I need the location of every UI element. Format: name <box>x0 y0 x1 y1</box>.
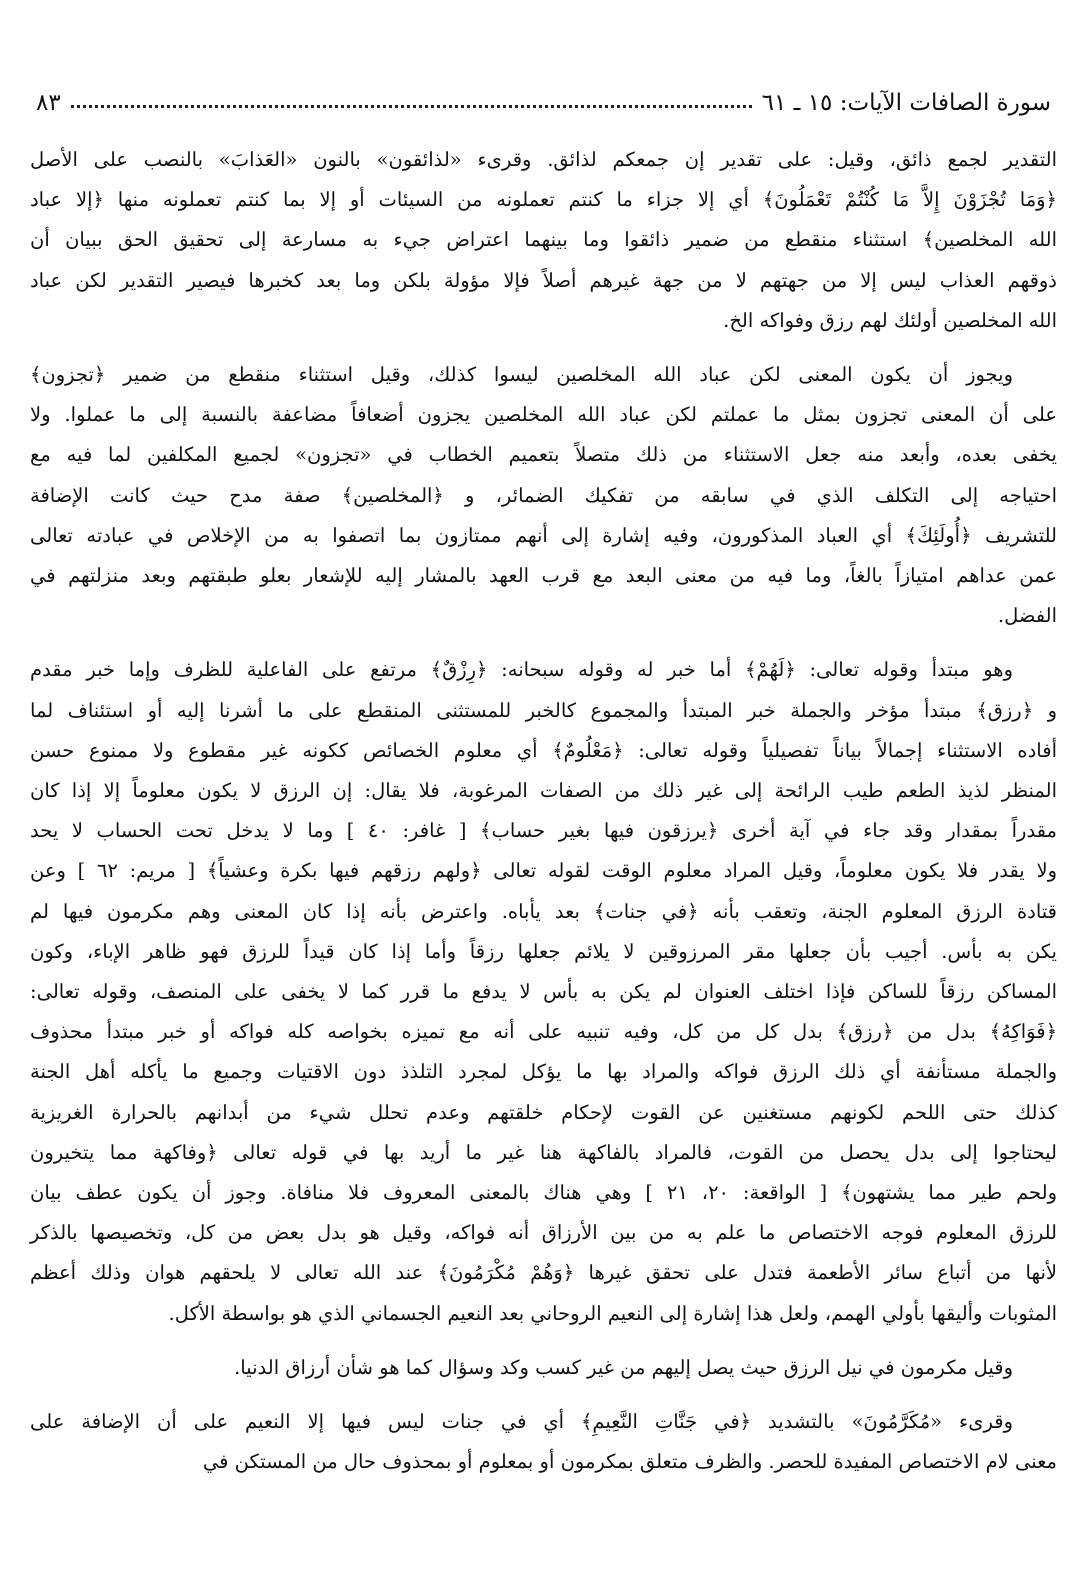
paragraph <box>30 1348 1057 1388</box>
text-line: التقدير لجمع ذائق، وقيل: على تقدير إن جمعكم لذائق. وقرىء «لذائقون» بالنون «العَذابَ» بالنصب على الأصل <box>30 148 1057 171</box>
text-line: وهو مبتدأ وقوله تعالى: ﴿لَهُمْ﴾ أما خبر له وقوله سبحانه: ﴿رِزْقٌ﴾ مرتفع على الفاعلية للظرف وإما خبر مقدم <box>30 658 1013 682</box>
text-line: وقرىء «مُكَرَّمُونَ» بالتشديد ﴿في جَنَّاتِ النَّعِيمِ﴾ أي في جنات ليس فيها إلا النعيم على أن الإضافة على <box>30 1410 1013 1434</box>
text-line: احتياجه إلى التكلف الذي في سابقه من تفكيك الضمائر، و ﴿المخلصين﴾ صفة مدح حيث كانت الإضافة <box>30 483 1057 507</box>
text-line: ذوقهم العذاب ليس إلا من جهتهم لا من جهة غيرهم أصلاً فإلا مؤولة بلكن وما بعد كخبرها فيصير التقدير لكن عباد <box>30 268 1057 292</box>
header-title: سورة الصافات الآيات: ١٥ ـ ٦١ <box>761 90 1051 116</box>
text-line: عمن عداهم امتيازاً بالغاً، وما فيه من معنى البعد مع قرب العهد بالمشار إليه للإشعار بعلو طبقتهم وبعد منزلتهم في <box>30 564 1057 588</box>
text-line: لأنها من أتباع سائر الأطعمة فتدل على تحقق غيرها ﴿وَهُمْ مُكْرَمُونَ﴾ عند الله تعالى لا يلحقهم هوان وذلك أعظم <box>30 1261 1057 1285</box>
text-line: المنظر لذيذ الطعم طيب الرائحة إلى غير ذلك من الصفات المرغوبة، فلا يقال: إن الرزق لا يكون معلوماً إلا إذا كان <box>30 779 1057 803</box>
running-header <box>30 86 1057 120</box>
dotted-leader <box>71 95 752 108</box>
text-line: الفضل. <box>997 604 1057 628</box>
body-text <box>30 140 1057 1483</box>
text-line: ﴿وَمَا تُجْزَوْنَ إِلاَّ مَا كُنْتُمْ تَعْمَلُونَ﴾ أي إلا جزاء ما كنتم تعملونه من السيئات أو إلا بما كنتم تعملونه منها ﴿إلا عباد <box>30 188 1057 212</box>
text-line: للتشريف ﴿أُولَئِكَ﴾ أي العباد المذكورون، وفيه إشارة إلى أنهم ممتازون بما اتصفوا به من الإخلاص في عبادته تعالى <box>30 523 1057 547</box>
text-line: للرزق المعلوم فوجه الاختصاص ما علم به من بين الأرزاق أنه فواكه، وقيل هو بدل بعض من كل، وتخصيصها بالذكر <box>30 1221 1057 1245</box>
text-line: والجملة مستأنفة أي ذلك الرزق فواكه والمراد بها ما يؤكل لمجرد التلذذ دون الاقتيات وجميع ما يأكله أهل الجنة <box>30 1060 1057 1084</box>
text-line: ولا يقدر فلا يكون معلوماً، وقيل المراد معلوم الوقت لقوله تعالى ﴿ولهم رزقهم فيها بكرة وعشياً﴾ [ مريم: ٦٢ ] وعن <box>30 859 1057 883</box>
text-line: قتادة الرزق المعلوم الجنة، وتعقب بأنه ﴿في جنات﴾ بعد يأباه. واعترض بأنه إذا كان المعنى وهم مكرمون فيها لم <box>30 899 1057 923</box>
text-line: و ﴿رزق﴾ مبتدأ مؤخر والجملة خبر المبتدأ والمجموع كالخبر للمستثنى المنقطع على ما أشرنا إليه أو استئناف لما <box>30 698 1057 722</box>
text-line: المثوبات وأليقها بأولي الهمم، ولعل هذا إشارة إلى النعيم الروحاني بعد النعيم الجسماني الذي هو بواسطة الأكل. <box>168 1301 1057 1325</box>
text-line: ولحم طير مما يشتهون﴾ [ الواقعة: ٢٠، ٢١ ] وهي هناك بالمعنى المعروف فلا منافاة. وجوز أن يكون عطف بيان <box>30 1181 1057 1205</box>
text-line: الله المخلصين﴾ استثناء منقطع من ضمير ذائقوا وما بينهما اعتراض جيء به مسارعة إلى تحقيق الحق ببيان أن <box>30 228 1057 252</box>
paragraph <box>30 1402 1057 1482</box>
text-line: يخفى بعده، وأبعد منه جعل الاستثناء من ذلك متصلاً بتعميم الخطاب في «تجزون» لجميع المكلفين لما فيه مع <box>30 443 1057 467</box>
text-line: مقدراً بمقدار وقد جاء في آية أخرى ﴿يرزقون فيها بغير حساب﴾ [ غافر: ٤٠ ] وما لا يدخل تحت الحساب لا يحد <box>30 819 1057 843</box>
text-line: ﴿فَوَاكِهُ﴾ بدل من ﴿رزق﴾ بدل كل من كل، وفيه تنبيه على أنه مع تميزه بخواصه كله فواكه أو خبر مبتدأ محذوف <box>30 1020 1057 1044</box>
text-line: على أن المعنى تجزون بمثل ما عملتم لكن عباد الله المخلصين يجزون أضعافاً مضاعفة بالنسبة إلى ما عملوا. ولا <box>30 403 1057 427</box>
text-line: وقيل مكرمون في نيل الرزق حيث يصل إليهم من غير كسب وكد وسؤال كما هو شأن أرزاق الدنيا. <box>234 1355 1013 1379</box>
text-line: يكن به بأس. أجيب بأن جعلها مقر المرزوقين لا يلائم جعلها رزقاً وأما إذا كان قيداً للرزق فهو ظاهر الإباء، وكون <box>30 939 1057 963</box>
text-line: كذلك حتى اللحم لكونهم مستغنين عن القوت لإحكام خلقتهم وعدم تحلل شيء من أبدانهم بالحرارة الغريزية <box>30 1100 1057 1124</box>
text-line: الله المخلصين أولئك لهم رزق وفواكه الخ. <box>723 308 1057 332</box>
text-line: ويجوز أن يكون المعنى لكن عباد الله المخلصين ليسوا كذلك، وقيل استثناء منقطع من ضمير ﴿تجزون﴾ <box>30 363 1013 387</box>
paragraph <box>30 355 1057 636</box>
page-number: ٨٣ <box>36 90 61 116</box>
text-line: ليحتاجوا إلى بدل يحصل من القوت، فالمراد بالفاكهة هنا غير ما أريد بها في قوله تعالى ﴿وفاكهة مما يتخيرون <box>30 1140 1057 1164</box>
text-line: أفاده الاستثناء إجمالاً بياناً تفصيلياً وقوله تعالى: ﴿مَعْلُومٌ﴾ أي معلوم الخصائص ككونه غير مقطوع ولا ممنوع حسن <box>30 738 1057 762</box>
text-line: المساكن رزقاً للساكن فإذا اختلف العنوان لم يكن به بأس لا يدفع ما قرر كما لا يخفى على المنصف، وقوله تعالى: <box>30 980 1057 1004</box>
text-line: معنى لام الاختصاص المفيدة للحصر. والظرف متعلق بمكرمون أو بمعلوم أو بمحذوف حال من المستكن في <box>202 1450 1057 1474</box>
paragraph <box>30 140 1057 341</box>
page <box>30 86 1057 1497</box>
paragraph <box>30 650 1057 1333</box>
